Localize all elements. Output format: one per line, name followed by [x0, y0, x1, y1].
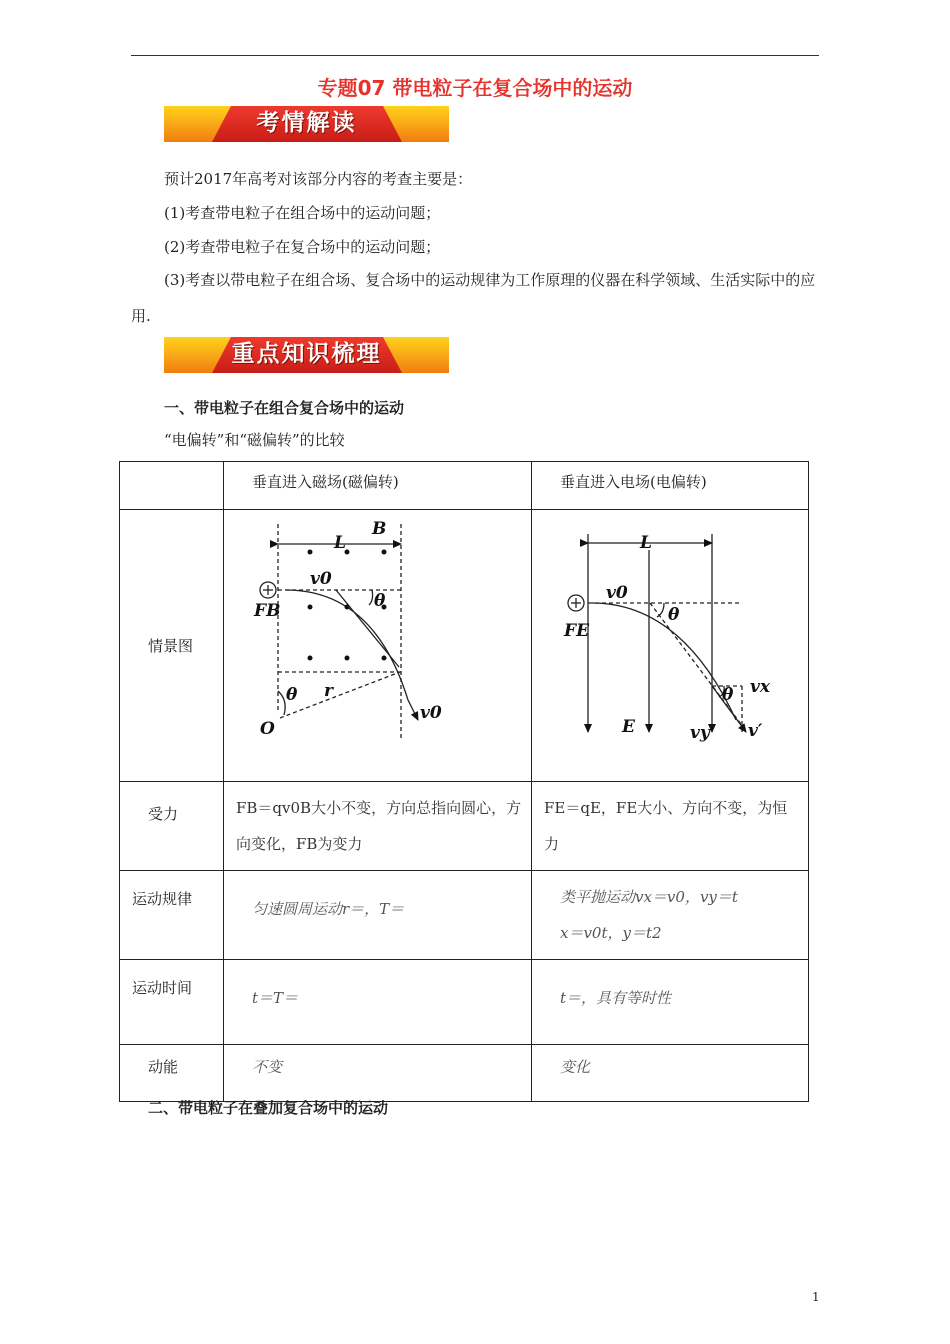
row-label-time: 运动时间 [132, 979, 193, 997]
row-label-energy: 动能 [148, 1058, 179, 1076]
label-theta-O: θ [286, 685, 298, 705]
section-heading-2: 二、带电粒子在叠加复合场中的运动 [148, 1099, 389, 1117]
page-title: 专题07 带电粒子在复合场中的运动 [317, 76, 633, 100]
label-theta-bottom: θ [722, 685, 734, 705]
banner-key-points [164, 337, 449, 373]
label-E: E [622, 717, 635, 737]
table-header-electric: 垂直进入电场(电偏转) [560, 473, 707, 491]
table-row-force [120, 782, 809, 871]
table-row-time [120, 960, 809, 1045]
table-row-energy [120, 1045, 809, 1102]
force-magnetic: FB＝qv0B大小不变，方向总指向圆心，方向变化，FB为变力 [236, 799, 522, 853]
banner-label: 考情解读 [256, 110, 357, 136]
table-row-scene [120, 510, 809, 782]
theta-arc-top [369, 590, 373, 605]
header-rule [131, 55, 819, 56]
row-label-force: 受力 [148, 805, 179, 823]
label-L: L [334, 533, 346, 553]
table-header-magnetic: 垂直进入磁场(磁偏转) [252, 473, 399, 491]
law-magnetic: 匀速圆周运动r＝，T＝ [252, 900, 405, 918]
label-theta-top: θ [374, 591, 386, 611]
label-O: O [260, 719, 275, 739]
section-heading-1: 一、带电粒子在组合复合场中的运动 [164, 399, 405, 417]
point-3: (3)考查以带电粒子在组合场、复合场中的运动规律为工作原理的仪器在科学领域、生活实际中的应用. [131, 271, 816, 325]
row-label-law: 运动规律 [132, 890, 193, 908]
theta-arc-top [657, 603, 664, 617]
label-B: B [372, 519, 387, 539]
point-1: (1)考查带电粒子在组合场中的运动问题； [164, 204, 441, 222]
compare-title: “电偏转”和“磁偏转”的比较 [164, 431, 345, 449]
table-row-header [120, 462, 809, 510]
law-electric-1: 类平抛运动vx＝v0，vy＝t [560, 888, 738, 906]
banner-label: 重点知识梳理 [231, 341, 382, 367]
table-row-law [120, 871, 809, 960]
page-number: 1 [812, 1290, 820, 1304]
energy-magnetic: 不变 [252, 1058, 283, 1076]
time-electric: t＝，具有等时性 [560, 989, 672, 1007]
magnetic-deflection-diagram [224, 510, 530, 780]
label-vx: vx [750, 677, 771, 697]
point-2: (2)考查带电粒子在复合场中的运动问题； [164, 238, 441, 256]
label-theta-top: θ [668, 605, 680, 625]
comparison-table [119, 461, 809, 1102]
label-r: r [324, 681, 333, 701]
law-electric-2: x＝v0t，y＝t2 [560, 924, 662, 942]
electric-deflection-diagram [532, 510, 807, 780]
label-FB: FB [254, 601, 281, 621]
label-vprime: v′ [748, 721, 763, 741]
theta-arc-O [278, 691, 285, 715]
label-v0: v0 [310, 569, 332, 589]
label-L: L [640, 533, 652, 553]
label-v0-exit: v0 [420, 703, 442, 723]
intro-text: 预计2017年高考对该部分内容的考查主要是： [164, 170, 473, 188]
energy-electric: 变化 [560, 1058, 591, 1076]
force-electric: FE＝qE，FE大小、方向不变，为恒力 [544, 799, 788, 853]
label-v0: v0 [606, 583, 628, 603]
label-FE: FE [564, 621, 590, 641]
label-vy: vy [690, 723, 710, 743]
exit-velocity-arrow [408, 700, 418, 720]
banner-exam-analysis [164, 106, 449, 142]
table-cell-empty [120, 462, 224, 510]
radius-line [280, 672, 400, 718]
time-magnetic: t＝T＝ [252, 989, 299, 1007]
row-label-scene: 情景图 [148, 636, 194, 655]
tangent-line [336, 590, 399, 667]
